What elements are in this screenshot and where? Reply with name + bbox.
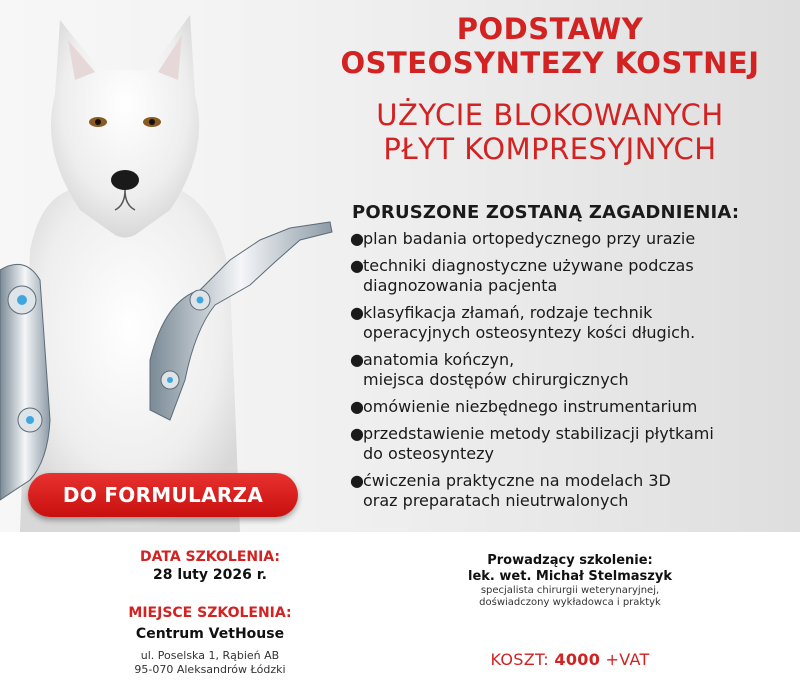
- instructor-name: lek. wet. Michał Stelmaszyk: [468, 569, 672, 584]
- bullet-icon: ●: [350, 471, 364, 490]
- topic-text: do osteosyntezy: [363, 444, 494, 463]
- topics-section: [350, 202, 790, 518]
- topic-item: [350, 397, 790, 417]
- form-button[interactable]: DO FORMULARZA: [28, 473, 298, 517]
- cost-line: [400, 650, 740, 669]
- instructor-label: Prowadzący szkolenie:: [487, 553, 653, 568]
- topic-item: [350, 471, 790, 511]
- bullet-icon: ●: [350, 229, 364, 248]
- topic-text: omówienie niezbędnego instrumentarium: [363, 397, 698, 416]
- topic-text: przedstawienie metody stabilizacji płytkami: [363, 424, 714, 443]
- topics-list: [350, 229, 790, 511]
- cost-amount: 4000: [554, 650, 601, 669]
- topic-text: klasyfikacja złamań, rodzaje technik: [363, 303, 653, 322]
- topic-item: [350, 350, 790, 390]
- topic-text: ćwiczenia praktyczne na modelach 3D: [363, 471, 671, 490]
- topic-item: [350, 256, 790, 296]
- place-name: Centrum VetHouse: [135, 626, 285, 642]
- date-value: 28 luty 2026 r.: [153, 567, 267, 583]
- place-label: MIEJSCE SZKOLENIA:: [128, 605, 292, 621]
- page-subtitle: UŻYCIE BLOKOWANYCH PŁYT KOMPRESYJNYCH: [376, 98, 724, 166]
- topic-text: miejsca dostępów chirurgicznych: [363, 370, 629, 389]
- bullet-icon: ●: [350, 424, 364, 443]
- topic-item: [350, 424, 790, 464]
- address-line: 95-070 Aleksandrów Łódzki: [134, 663, 286, 676]
- bullet-icon: ●: [350, 303, 364, 322]
- date-label: DATA SZKOLENIA:: [140, 549, 280, 565]
- page-title: PODSTAWY OSTEOSYNTEZY KOSTNEJ: [340, 12, 760, 80]
- cost-label: KOSZT:: [490, 650, 549, 669]
- bullet-icon: ●: [350, 256, 364, 275]
- instructor-description: doświadczony wykładowca i praktyk: [479, 597, 661, 608]
- address-line: ul. Poselska 1, Rąbień AB: [140, 649, 280, 662]
- training-details: [40, 548, 380, 677]
- topic-item: [350, 229, 790, 249]
- topic-text: operacyjnych osteosyntezy kości długich.: [363, 323, 696, 342]
- instructor-description: specjalista chirurgii weterynaryjnej,: [480, 585, 660, 596]
- topic-text: techniki diagnostyczne używane podczas: [363, 256, 694, 275]
- topic-text: anatomia kończyn,: [363, 350, 515, 369]
- topic-text: diagnozowania pacjenta: [363, 276, 558, 295]
- topic-item: [350, 303, 790, 343]
- cost-suffix: +VAT: [605, 650, 650, 669]
- topic-text: oraz preparatach nieutrwalonych: [363, 491, 629, 510]
- instructor-info: [400, 553, 740, 609]
- bullet-icon: ●: [350, 350, 364, 369]
- robotic-wolf-illustration: [0, 0, 340, 532]
- topics-heading: PORUSZONE ZOSTANĄ ZAGADNIENIA:: [352, 202, 740, 223]
- topic-text: plan badania ortopedycznego przy urazie: [363, 229, 696, 248]
- bullet-icon: ●: [350, 397, 364, 416]
